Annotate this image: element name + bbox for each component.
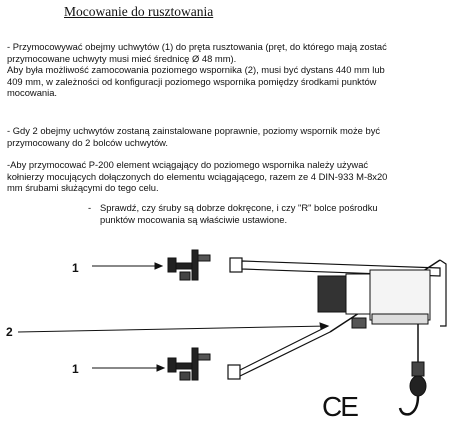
text-line: -Aby przymocować P-200 element wciągający do poziomego wspornika należy używać: [7, 159, 369, 170]
text-line: przymocowane uchwyty musi mieć średnicę Ø 48 mm).: [7, 52, 237, 64]
text-line: punktów mocowania są właściwie ustawione.: [100, 213, 288, 225]
hoist-hook: [400, 324, 426, 414]
text-line: kołnierzy mocujących dołączonych do elementu wciągającego, razem ze 4 DIN-933 M-8x20: [7, 170, 388, 182]
leader-lines: [18, 263, 328, 371]
paragraph-check-bolts: [88, 202, 388, 225]
hoist-motor: [318, 270, 430, 328]
callout-2: 2: [6, 325, 13, 339]
callout-1-lower: 1: [72, 362, 79, 376]
list-marker: -: [88, 202, 92, 213]
paragraph-clamp-mounting: [7, 41, 423, 99]
text-line: - Przymocowywać obejmy uchwytów (1) do pręta rusztowania (pręt, do którego mają zostać: [7, 41, 387, 52]
ce-mark: CE: [322, 391, 357, 422]
callout-1-upper: 1: [72, 261, 79, 275]
text-line: przymocowany do 2 bolców uchwytów.: [7, 136, 169, 148]
lower-clamp: [168, 348, 210, 380]
paragraph-hoist-attach: [7, 159, 423, 194]
mounting-diagram: [0, 230, 450, 433]
text-line: mocowania.: [7, 87, 58, 99]
text-line: 409 mm, w zależności od konfiguracji poziomego wspornika pomiędzy środkami punktów: [7, 75, 377, 87]
text-line: Sprawdź, czy śruby są dobrze dokręcone, i czy "R" bolce pośrodku: [100, 202, 378, 213]
text-line: mm śrubami służącymi do tego celu.: [7, 182, 159, 194]
upper-clamp: [168, 250, 210, 280]
paragraph-bracket-attach: [7, 125, 417, 148]
text-line: Aby była możliwość zamocowania poziomego wspornika (2), musi być dystans 440 mm lub: [7, 64, 385, 76]
text-line: - Gdy 2 obejmy uchwytów zostaną zainstalowane poprawnie, poziomy wspornik może być: [7, 125, 381, 136]
page-title: Mocowanie do rusztowania: [64, 4, 214, 19]
